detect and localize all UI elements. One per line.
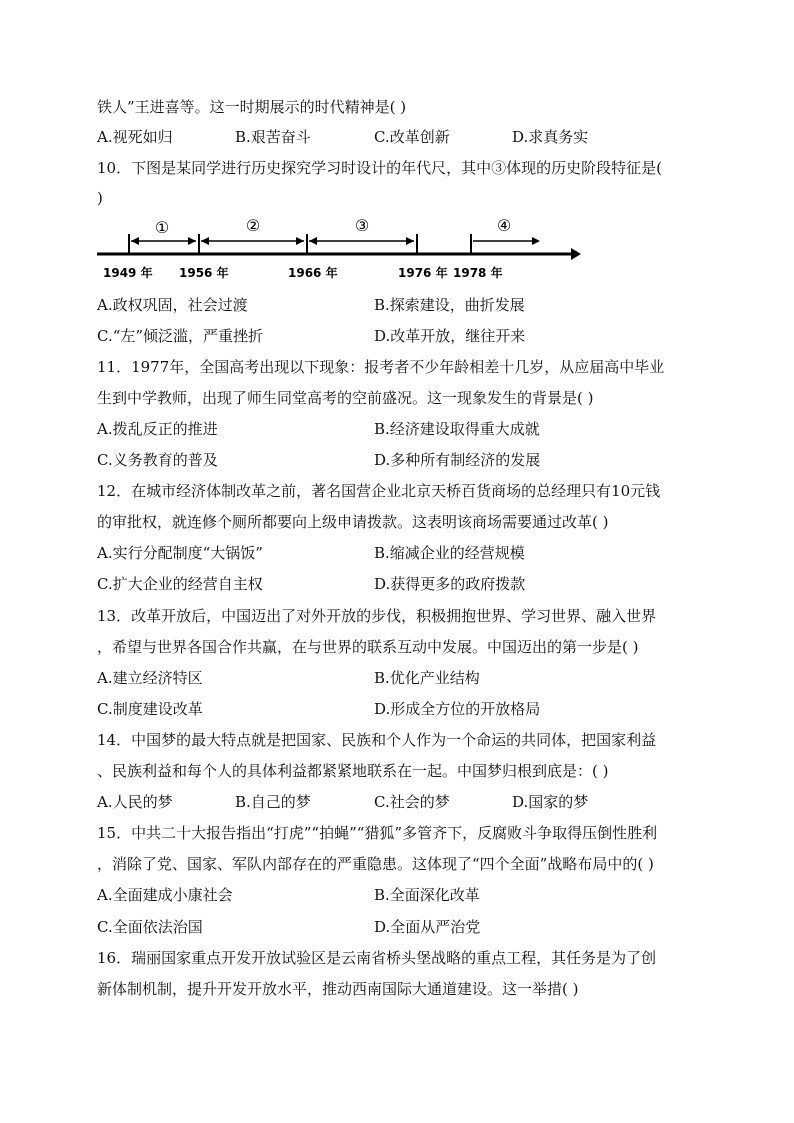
q16-stem-line1: 16．瑞丽国家重点开发开放试验区是云南省桥头堡战略的重点工程，其任务是为了创 <box>97 949 657 967</box>
q13-option-b[interactable]: B.优化产业结构 <box>374 669 480 687</box>
q13-option-d[interactable]: D.形成全方位的开放格局 <box>374 700 541 718</box>
q14-option-d[interactable]: D.国家的梦 <box>512 793 589 811</box>
q9-option-b[interactable]: B.艰苦奋斗 <box>235 128 311 146</box>
q9-stem: 铁人”王进喜等。这一时期展示的时代精神是( ) <box>97 98 407 116</box>
q10-option-a[interactable]: A.政权巩固，社会过渡 <box>97 296 248 314</box>
q10-stem-line2: ) <box>97 189 103 207</box>
q15-stem-line1: 15．中共二十大报告指出“打虎”“拍蝇”“猎狐”多管齐下，反腐败斗争取得压倒性胜利 <box>97 824 658 842</box>
year-label-1966: 1966 年 <box>288 266 338 280</box>
seg3-right-arrow <box>406 237 414 245</box>
q13-stem-line2: ，希望与世界各国合作共赢，在与世界的联系互动中发展。中国迈出的第一步是( ) <box>97 638 639 656</box>
segment-label-2: ② <box>245 216 261 235</box>
year-label-1976: 1976 年 <box>398 266 448 280</box>
q12-option-c[interactable]: C.扩大企业的经营自主权 <box>97 575 263 593</box>
q13-option-a[interactable]: A.建立经济特区 <box>97 669 203 687</box>
q15-stem-line2: ，消除了党、国家、军队内部存在的严重隐患。这体现了“四个全面”战略布局中的( ) <box>97 855 654 873</box>
q11-option-b[interactable]: B.经济建设取得重大成就 <box>374 420 540 438</box>
q14-stem-line2: 、民族利益和每个人的具体利益都紧紧地联系在一起。中国梦归根到底是：( ) <box>97 762 609 780</box>
q12-option-b[interactable]: B.缩减企业的经营规模 <box>374 544 525 562</box>
year-label-1956: 1956 年 <box>179 266 229 280</box>
segment-label-1: ① <box>154 218 170 237</box>
q10-option-c[interactable]: C.“左”倾泛滥，严重挫折 <box>97 327 264 345</box>
q12-stem-line2: 的审批权，就连修个厕所都要向上级申请拨款。这表明该商场需要通过改革( ) <box>97 513 609 531</box>
q15-option-a[interactable]: A.全面建成小康社会 <box>97 886 233 904</box>
q14-option-c[interactable]: C.社会的梦 <box>374 793 450 811</box>
q12-option-a[interactable]: A.实行分配制度“大锅饭” <box>97 544 263 562</box>
timeline-arrowhead <box>571 248 581 260</box>
seg1-left-arrow <box>131 237 139 245</box>
seg3-left-arrow <box>309 237 317 245</box>
q11-stem-line2: 生到中学教师，出现了师生同堂高考的空前盛况。这一现象发生的背景是( ) <box>97 389 594 407</box>
q11-option-c[interactable]: C.义务教育的普及 <box>97 451 218 469</box>
q9-option-d[interactable]: D.求真务实 <box>512 128 589 146</box>
seg4-right-arrow <box>532 237 540 245</box>
q10-stem-line1: 10．下图是某同学进行历史探究学习时设计的年代尺，其中③体现的历史阶段特征是( <box>97 159 662 177</box>
q10-option-b[interactable]: B.探索建设，曲折发展 <box>374 296 525 314</box>
seg2-left-arrow <box>201 237 209 245</box>
q11-option-a[interactable]: A.拨乱反正的推进 <box>97 420 218 438</box>
seg2-right-arrow <box>296 237 304 245</box>
q14-stem-line1: 14．中国梦的最大特点就是把国家、民族和个人作为一个命运的共同体，把国家利益 <box>97 731 657 749</box>
year-label-1978: 1978 年 <box>453 266 503 280</box>
q15-option-d[interactable]: D.全面从严治党 <box>374 918 481 936</box>
q16-stem-line2: 新体制机制，提升开发开放水平，推动西南国际大通道建设。这一举措( ) <box>97 980 579 998</box>
q11-stem-line1: 11．1977年，全国高考出现以下现象：报考者不少年龄相差十几岁，从应届高中毕业 <box>97 358 665 376</box>
seg1-right-arrow <box>188 237 196 245</box>
q14-option-a[interactable]: A.人民的梦 <box>97 793 173 811</box>
year-label-1949: 1949 年 <box>103 266 153 280</box>
segment-label-3: ③ <box>354 216 370 235</box>
q15-option-c[interactable]: C.全面依法治国 <box>97 918 203 936</box>
q14-option-b[interactable]: B.自己的梦 <box>235 793 311 811</box>
q10-option-d[interactable]: D.改革开放，继往开来 <box>374 327 526 345</box>
q13-option-c[interactable]: C.制度建设改革 <box>97 700 203 718</box>
q12-option-d[interactable]: D.获得更多的政府拨款 <box>374 575 526 593</box>
q15-option-b[interactable]: B.全面深化改革 <box>374 886 480 904</box>
q9-option-c[interactable]: C.改革创新 <box>374 128 450 146</box>
timeline-diagram <box>95 212 585 282</box>
q12-stem-line1: 12．在城市经济体制改革之前，著名国营企业北京天桥百货商场的总经理只有10元钱 <box>97 482 661 500</box>
q9-option-a[interactable]: A.视死如归 <box>97 128 173 146</box>
segment-label-4: ④ <box>496 216 512 235</box>
q13-stem-line1: 13．改革开放后，中国迈出了对外开放的步伐，积极拥抱世界、学习世界、融入世界 <box>97 607 657 625</box>
q11-option-d[interactable]: D.多种所有制经济的发展 <box>374 451 541 469</box>
